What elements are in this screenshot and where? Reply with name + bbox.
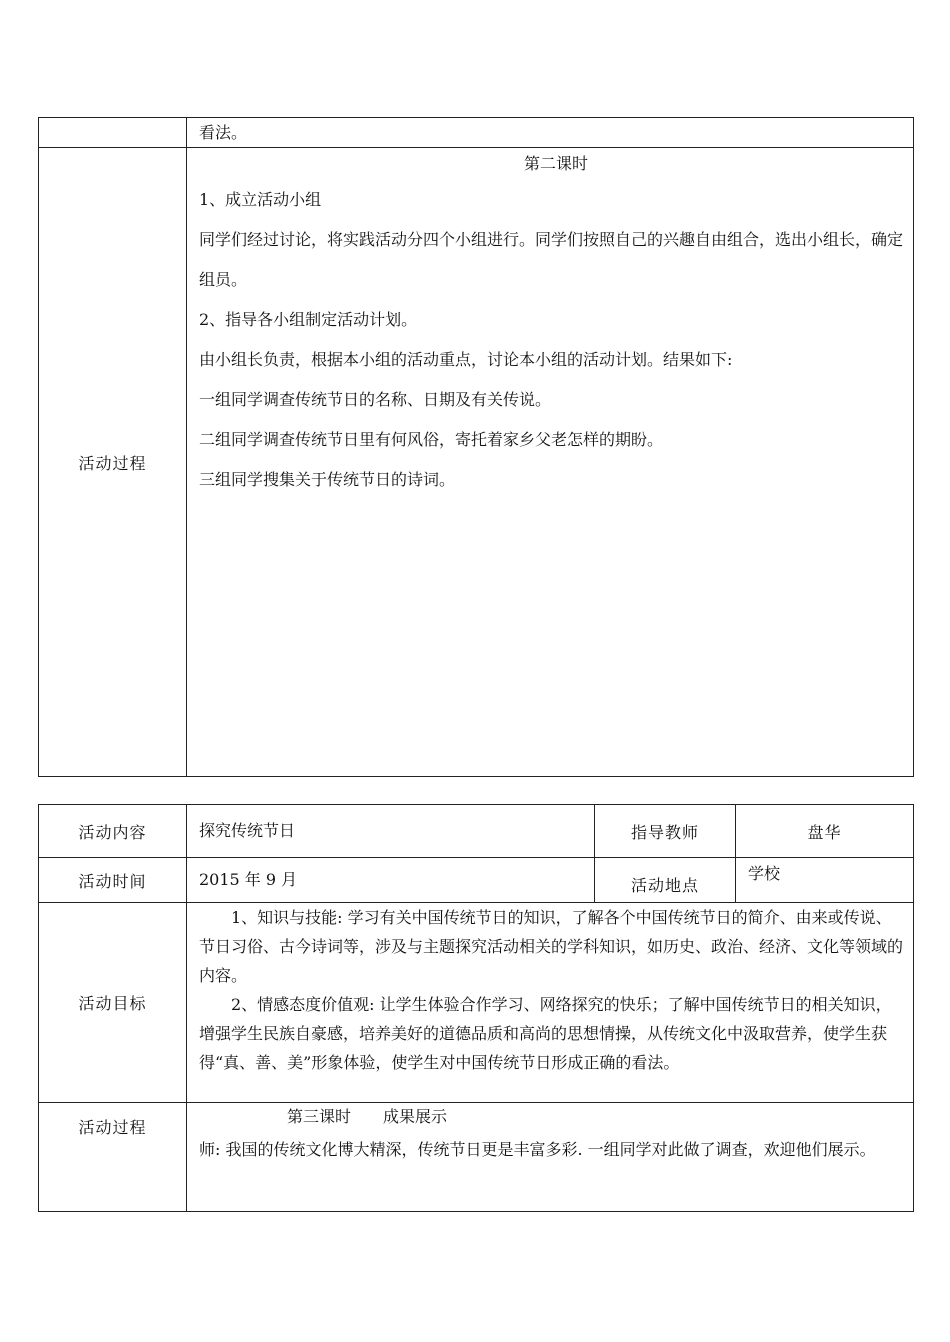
process-table-1: [38, 117, 914, 777]
group-1-task: 一组同学调查传统节日的名称、日期及有关传说。: [199, 390, 552, 409]
goal-knowledge: 1、知识与技能: 学习有关中国传统节日的知识，了解各个中国传统节日的简介、由来或传说、节日习俗、古今诗词等，涉及与主题探究活动相关的学科知识，如历史、政治、经济、文化等领域的内容。: [199, 908, 904, 985]
process-label-2: 活动过程: [39, 1103, 187, 1212]
content-value-cell: [187, 805, 595, 858]
process-content: [187, 148, 914, 777]
step-2-desc: 由小组长负责，根据本小组的活动重点，讨论本小组的活动计划。结果如下:: [199, 350, 733, 369]
session-title: 第二课时: [523, 154, 588, 173]
step-2: 2、指导各小组制定活动计划。: [199, 310, 418, 329]
teacher-label: 指导教师: [595, 805, 736, 858]
teacher-speech: 师: 我国的传统文化博大精深，传统节日更是丰富多彩. 一组同学对此做了调查，欢迎他们展示。: [199, 1140, 876, 1159]
group-2-task: 二组同学调查传统节日里有何风俗，寄托着家乡父老怎样的期盼。: [199, 430, 664, 449]
content-label: 活动内容: [39, 805, 187, 858]
activity-table-2: [38, 804, 914, 1212]
time-value: 2015 年 9 月: [199, 870, 298, 889]
place-label: 活动地点: [595, 858, 736, 903]
process-content-2: [187, 1103, 914, 1212]
place-value: 学校: [748, 864, 781, 883]
empty-label-cell: [39, 118, 187, 148]
goal-label: 活动目标: [39, 903, 187, 1103]
session-3-title: 第三课时 成果展示: [287, 1107, 448, 1126]
time-value-cell: [187, 858, 595, 903]
group-3-task: 三组同学搜集关于传统节日的诗词。: [199, 470, 456, 489]
place-value-cell: [736, 858, 914, 903]
teacher-value: 盘华: [736, 805, 914, 858]
goal-content: [187, 903, 914, 1103]
continuation-cell: [187, 118, 914, 148]
goal-emotion: 2、情感态度价值观: 让学生体验合作学习、网络探究的快乐；了解中国传统节日的相关知识，增强学生民族自豪感，培养美好的道德品质和高尚的思想情操，从传统文化中汲取营养，使学生获得“真、善、美”形象体验，使学生对中国传统节日形成正确的看法。: [199, 995, 892, 1072]
process-label: 活动过程: [39, 148, 187, 777]
content-value: 探究传统节日: [199, 821, 296, 840]
step-1: 1、成立活动小组: [199, 190, 322, 209]
continuation-text: 看法。: [199, 123, 248, 142]
time-label: 活动时间: [39, 858, 187, 903]
step-1-desc: 同学们经过讨论，将实践活动分四个小组进行。同学们按照自己的兴趣自由组合，选出小组长，确定组员。: [199, 230, 904, 289]
